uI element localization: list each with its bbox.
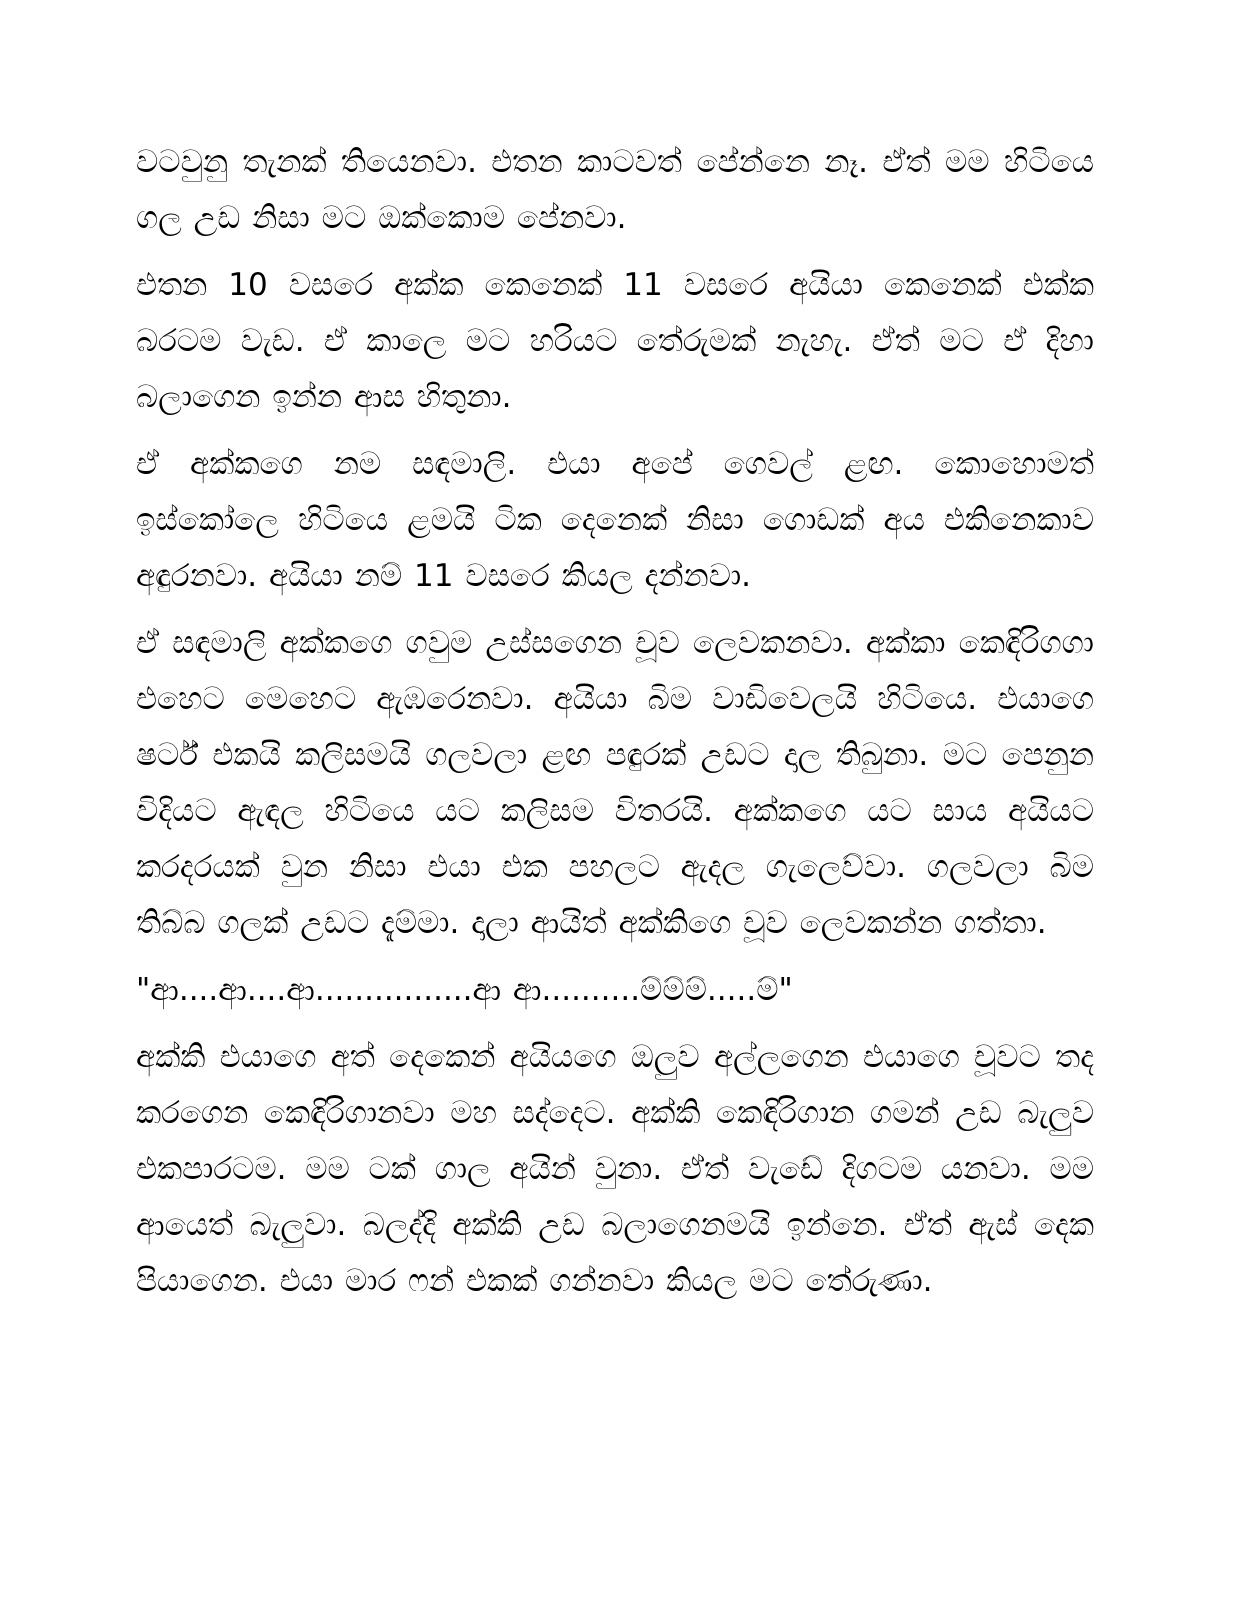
quote-line: "ආ....ආ....ආ................ආ ආ..........ම්ම්ම්.....ම්": [136, 972, 793, 1008]
paragraph-6: අක්කි එයාගෙ අත් දෙකෙන් අයියගෙ ඔලුව අල්ලගෙන එයාගෙ චූවට තද කරගෙන කෙඳිරිගානවා මහ සද්දෙට. අක්කි කෙඳිරිගාන ගමන් උඩ බැලුව එකපාරටම. මම ටක් ගාල අයින් වුනා. ඒත් වැඩේ දිගටම යනවා. මම ආයෙත් බැලුවා. බලද්දි අක්කි උඩ බලාගෙනමයි ඉන්නෙ. ඒත් ඇස් දෙක පියාගෙන. එයා මාර ෆන් එකක් ගන්නවා කියල මට තේරුණා.: [136, 1039, 1094, 1299]
paragraph-4: ඒ සඳමාලි අක්කගෙ ගවුම උස්සගෙන චූව ලෙවකනවා. අක්කා කෙඳිරිගගා එහෙට මෙහෙට ඇඹරෙනවා. අයියා බිම වාඩිවෙලයි හිටියෙ. එයාගෙ ෂර්ට් එකයි කලිසමයි ගලවලා ළඟ පඳුරක් උඩට දාල තිබුනා. මට පෙනුන විදියට ඇඳල හිටියෙ යට කලිසම විතරයි. අක්කගෙ යට සාය අයියට කරදරයක් වුන නිසා එයා එක පහලට ඇදල ගැලෙව්වා. ගලවලා බිම තිබ්බ ගලක් උඩට දැම්මා. දාලා ආයිත් අක්කිගෙ චූව ලෙවකන්න ගත්තා.: [136, 625, 1094, 941]
paragraph-3: ඒ අක්කගෙ නම සඳමාලි. එයා අපේ ගෙවල් ළඟ. කොහොමත් ඉස්කෝලෙ හිටියෙ ළමයි ටික දෙනෙක් නිසා ගොඩක් අය එකිනෙකාව අඳුරනවා. අයියා නම් 11 වසරෙ කියල දන්නවා.: [136, 446, 1094, 594]
paragraph-2: එතන 10 වසරෙ අක්ක කෙනෙක් 11 වසරෙ අයියා කෙනෙක් එක්ක බරටම වැඩ. ඒ කාලෙ මට හරියට තේරුමක් නැහැ. ඒත් මට ඒ දිහා බලාගෙන ඉන්න ආස හිතුනා.: [136, 267, 1094, 415]
paragraph-1: වටවුනු තැනක් තියෙනවා. එතන කාටවත් පේන්නෙ නෑ. ඒත් මම හිටියෙ ගල උඩ නිසා මට ඔක්කොම පේනවා.: [136, 144, 1094, 236]
